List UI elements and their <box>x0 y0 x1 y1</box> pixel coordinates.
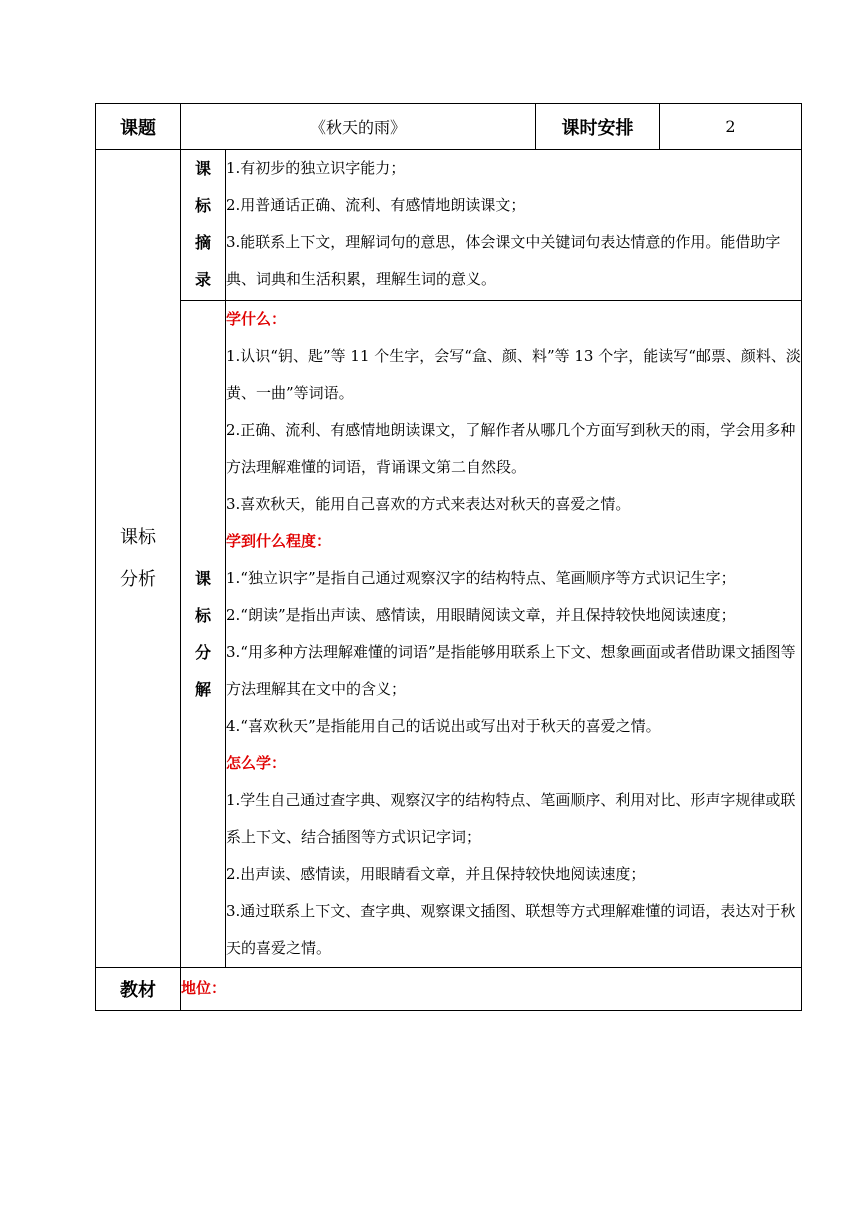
what-heading: 学什么： <box>226 310 287 328</box>
subject-label: 课题 <box>96 104 181 150</box>
excerpt-label-char: 录 <box>194 270 211 289</box>
excerpt-label-char: 课 <box>194 159 211 178</box>
degree-item: 4.“喜欢秋天”是指能用自己的话说出或写出对于秋天的喜爱之情。 <box>226 717 661 735</box>
decomposition-label <box>181 301 226 968</box>
excerpt-row <box>96 150 802 301</box>
how-heading: 怎么学： <box>226 754 287 772</box>
header-row <box>96 104 802 150</box>
what-item: 2.正确、流利、有感情地朗读课文，了解作者从哪几个方面写到秋天的雨，学会用多种方法理解难懂的词语，背诵课文第二自然段。 <box>226 421 796 476</box>
hours-value: 2 <box>660 104 802 150</box>
lesson-plan-sheet <box>95 103 801 1011</box>
excerpt-item: 2.用普通话正确、流利、有感情地朗读课文； <box>226 196 526 214</box>
position-heading: 地位： <box>181 979 227 997</box>
what-item: 3.喜欢秋天，能用自己喜欢的方式来表达对秋天的喜爱之情。 <box>226 495 631 513</box>
excerpt-label-char: 标 <box>194 196 211 215</box>
decomposition-label-char: 解 <box>194 680 211 699</box>
standard-analysis-label <box>96 150 181 968</box>
excerpt-item: 1.有初步的独立识字能力； <box>226 159 406 177</box>
how-item: 3.通过联系上下文、查字典、观察课文插图、联想等方式理解难懂的词语，表达对于秋天的喜爱之情。 <box>226 902 796 957</box>
decomposition-content <box>226 301 802 968</box>
lesson-plan-table <box>95 103 802 1011</box>
lesson-title: 《秋天的雨》 <box>181 104 536 150</box>
textbook-content <box>181 968 802 1011</box>
decomposition-label-char: 分 <box>194 643 211 662</box>
decomposition-label-char: 标 <box>194 606 211 625</box>
degree-heading: 学到什么程度： <box>226 532 332 550</box>
degree-item: 3.“用多种方法理解难懂的词语”是指能够用联系上下文、想象画面或者借助课文插图等方法理解其在文中的含义； <box>226 643 796 698</box>
hours-label: 课时安排 <box>536 104 660 150</box>
degree-item: 2.“朗读”是指出声读、感情读，用眼睛阅读文章，并且保持较快地阅读速度； <box>226 606 736 624</box>
textbook-label: 教材 <box>96 968 181 1011</box>
excerpt-label <box>181 150 226 301</box>
decomposition-label-char: 课 <box>194 569 211 588</box>
standard-analysis-label-line2: 分析 <box>120 568 156 590</box>
how-item: 1.学生自己通过查字典、观察汉字的结构特点、笔画顺序、利用对比、形声字规律或联系上下文、结合插图等方式识记字词； <box>226 791 796 846</box>
excerpt-item: 3.能联系上下文，理解词句的意思，体会课文中关键词句表达情意的作用。能借助字典、词典和生活积累，理解生词的意义。 <box>226 233 781 288</box>
excerpt-content <box>226 150 802 301</box>
excerpt-label-char: 摘 <box>194 233 211 252</box>
what-item: 1.认识“钥、匙”等 11 个生字，会写“盒、颜、料”等 13 个字，能读写“邮票、颜料、淡黄、一曲”等词语。 <box>226 347 801 402</box>
textbook-row <box>96 968 802 1011</box>
how-item: 2.出声读、感情读，用眼睛看文章，并且保持较快地阅读速度； <box>226 865 646 883</box>
standard-analysis-label-line1: 课标 <box>120 526 156 548</box>
decomposition-row <box>96 301 802 968</box>
degree-item: 1.“独立识字”是指自己通过观察汉字的结构特点、笔画顺序等方式识记生字； <box>226 569 736 587</box>
